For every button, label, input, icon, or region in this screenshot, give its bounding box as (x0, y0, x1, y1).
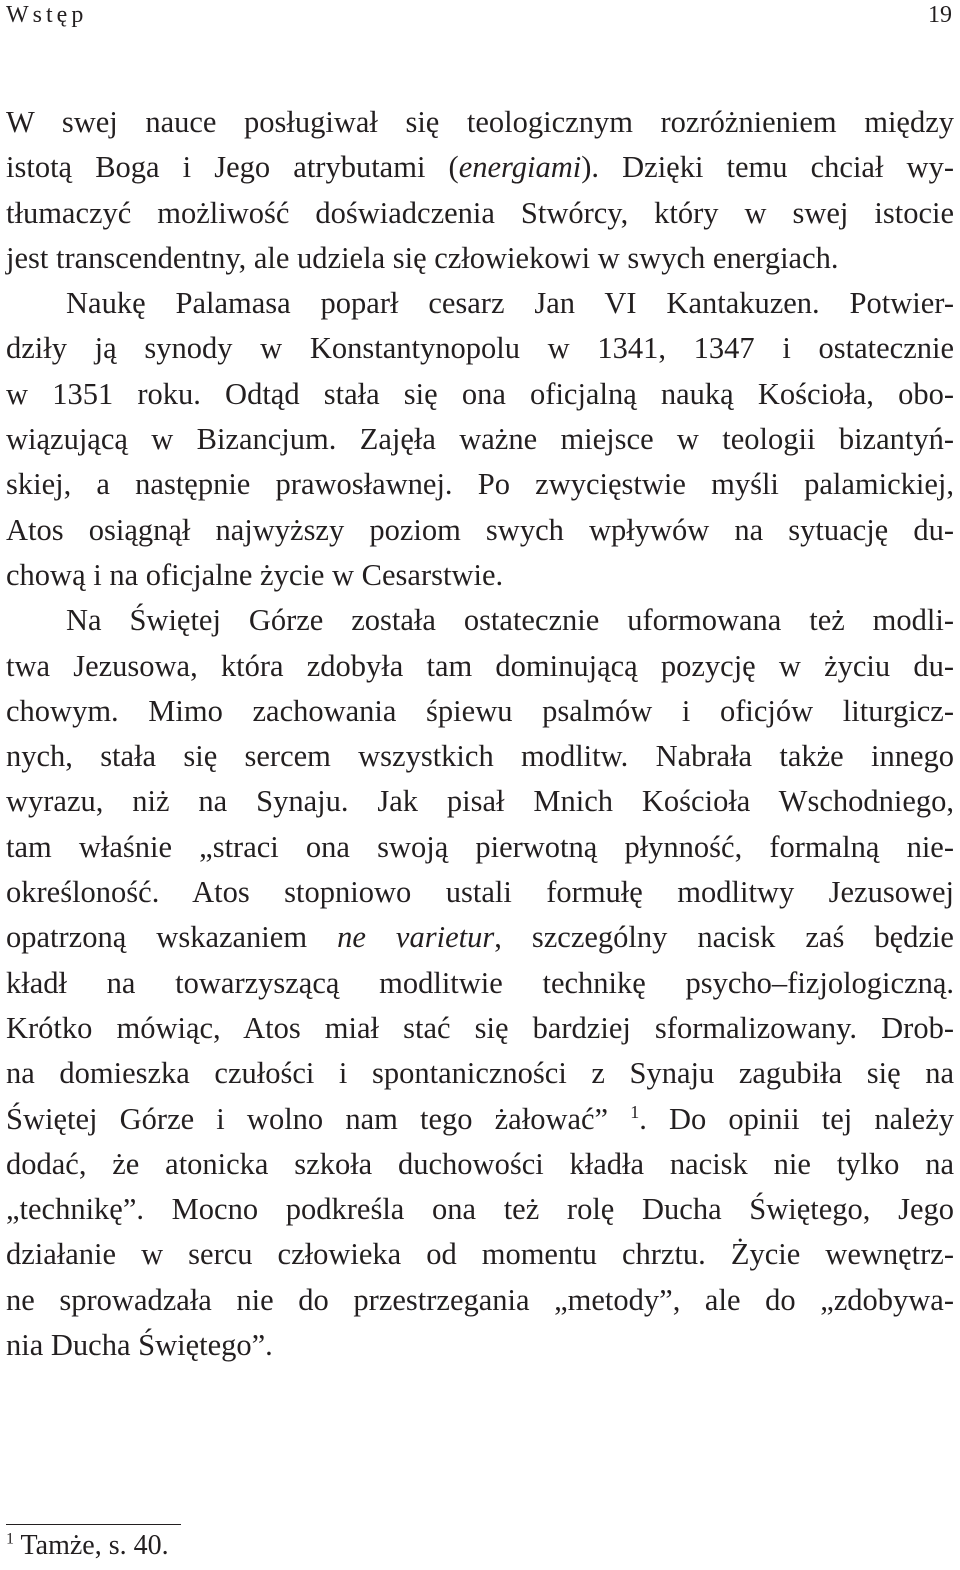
text-line (6, 915, 954, 960)
page-number: 19 (928, 2, 952, 28)
text-line: jest transcendentny, ale udziela się człowiekowi w swych energiach. (6, 240, 839, 275)
text-line: działanie w sercu człowieka od momentu chrztu. Życie wewnętrz- (6, 1237, 954, 1272)
text-line: Na Świętej Górze została ostatecznie uformowana też modli- (66, 603, 954, 638)
text-line: chowym. Mimo zachowania śpiewu psalmów i oficjów liturgicz- (6, 693, 954, 728)
text-run: , szczególny nacisk zaś będzie (494, 920, 954, 955)
text-line (6, 145, 954, 190)
text-line: chową i na oficjalne życie w Cesarstwie. (6, 557, 504, 592)
footnote-divider (6, 1524, 181, 1525)
text-line: Krótko mówiąc, Atos miał stać się bardziej sformalizowany. Drob- (6, 1010, 954, 1045)
running-header (6, 0, 954, 30)
text-line: tłumaczyć możliwość doświadczenia Stwórcy, który w swej istocie (6, 195, 954, 230)
text-line: wiązującą w Bizancjum. Zajęła ważne miejsce w teologii bizantyń- (6, 422, 954, 457)
text-line: wyrazu, niż na Synaju. Jak pisał Mnich Kościoła Wschodniego, (6, 784, 954, 819)
text-line: dodać, że atonicka szkoła duchowości kładła nacisk nie tylko na (6, 1146, 954, 1181)
text-line: określoność. Atos stopniowo ustali formułę modlitwy Jezusowej (6, 875, 954, 910)
text-line: nia Ducha Świętego”. (6, 1328, 273, 1363)
text-run: . Do opinii tej należy (639, 1101, 954, 1136)
body-text (6, 100, 954, 1368)
footnote-text: Tamże, s. 40. (20, 1530, 169, 1561)
footnote-reference[interactable]: 1 (630, 1101, 640, 1122)
text-line (6, 1097, 954, 1142)
paragraph-1 (6, 100, 954, 281)
emphasis-energiami: energiami (458, 150, 582, 185)
emphasis-ne-varietur: ne varietur (337, 920, 495, 955)
text-line: twa Jezusowa, która zdobyła tam dominującą pozycję w życiu du- (6, 648, 954, 683)
text-line: dziły ją synody w Konstantynopolu w 1341, 1347 i ostatecznie (6, 331, 954, 366)
text-line: Atos osiągnął najwyższy poziom swych wpływów na sytuację du- (6, 512, 954, 547)
running-title: Wstęp (6, 2, 88, 28)
text-run: ). Dzięki temu chciał wy- (581, 150, 954, 185)
footnote (6, 1528, 169, 1564)
text-line: „technikę”. Mocno podkreśla ona też rolę Ducha Świętego, Jego (6, 1192, 954, 1227)
text-line: Naukę Palamasa poparł cesarz Jan VI Kantakuzen. Potwier- (66, 286, 954, 321)
footnote-marker: 1 (6, 1530, 14, 1548)
text-line: tam właśnie „straci ona swoją pierwotną płynność, formalną nie- (6, 829, 954, 864)
text-line: skiej, a następnie prawosławnej. Po zwycięstwie myśli palamickiej, (6, 467, 954, 502)
text-run: istotą Boga i Jego atrybutami ( (6, 150, 459, 185)
text-line: kładł na towarzyszącą modlitwie technikę psycho–fizjologiczną. (6, 965, 954, 1000)
text-run: Świętej Górze i wolno nam tego żałować” (6, 1101, 631, 1136)
text-line: ne sprowadzała nie do przestrzegania „metody”, ale do „zdobywa- (6, 1282, 954, 1317)
text-line: nych, stała się sercem wszystkich modlitw. Nabrała także innego (6, 739, 954, 774)
paragraph-3 (6, 598, 954, 1368)
paragraph-2 (6, 281, 954, 598)
text-line: w 1351 roku. Odtąd stała się ona oficjalną nauką Kościoła, obo- (6, 376, 954, 411)
text-run: opatrzoną wskazaniem (6, 920, 338, 955)
text-line: W swej nauce posługiwał się teologicznym rozróżnieniem między (6, 105, 954, 139)
text-line: na domieszka czułości i spontaniczności z Synaju zagubiła się na (6, 1056, 954, 1091)
